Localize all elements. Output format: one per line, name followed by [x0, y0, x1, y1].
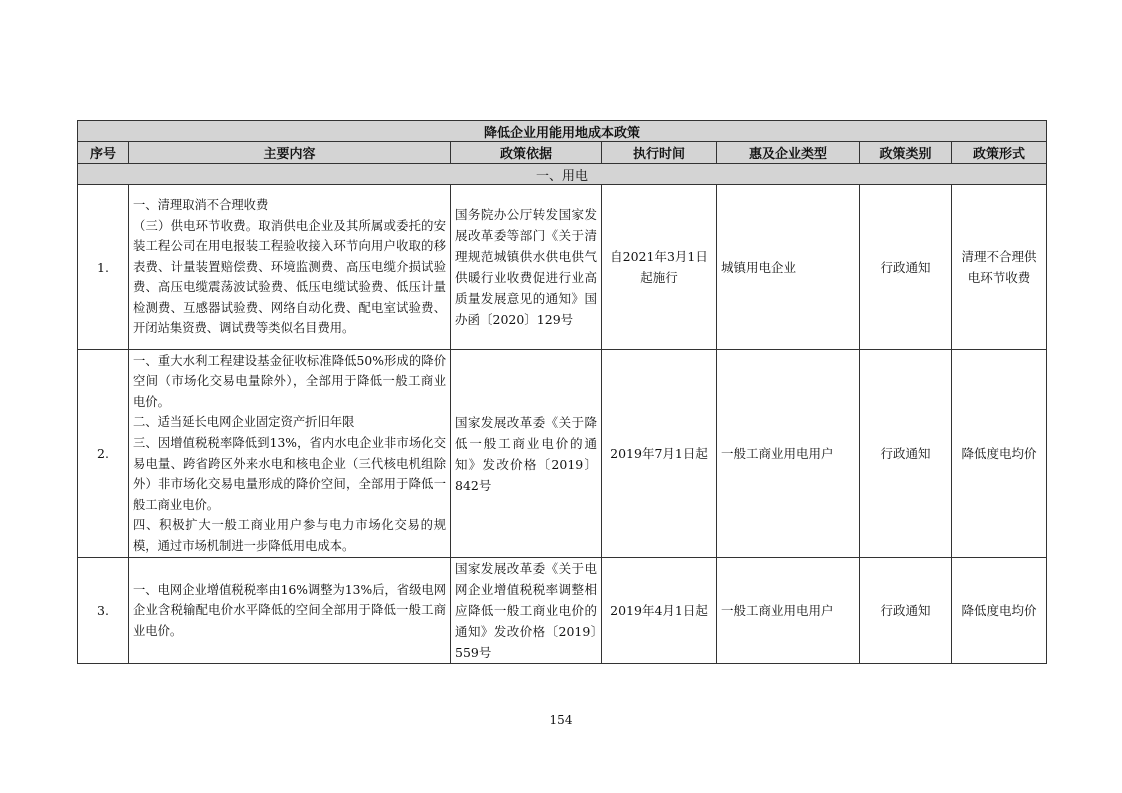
row-enterprise-type: 一般工商业用电用户	[717, 558, 860, 664]
content-line: 四、积极扩大一般工商业用户参与电力市场化交易的规模，通过市场机制进一步降低用电成本。	[133, 518, 446, 553]
row-form: 清理不合理供电环节收费	[952, 185, 1047, 350]
row-content	[129, 558, 451, 664]
table-title: 降低企业用能用地成本政策	[78, 121, 1047, 142]
content-line: 一、电网企业增值税税率由16%调整为13%后，省级电网企业含税输配电价水平降低的空间全部用于降低一般工商业电价。	[133, 582, 446, 638]
header-enterprise-type: 惠及企业类型	[717, 142, 860, 164]
row-content	[129, 185, 451, 350]
table-row	[78, 185, 1047, 350]
header-content: 主要内容	[129, 142, 451, 164]
header-seq: 序号	[78, 142, 129, 164]
row-basis: 国家发展改革委《关于降低一般工商业电价的通知》发改价格〔2019〕842号	[451, 350, 602, 558]
content-line: 一、清理取消不合理收费	[133, 197, 269, 212]
row-time: 自2021年3月1日起施行	[602, 185, 717, 350]
row-number: 3.	[78, 558, 129, 664]
table-title-row	[78, 121, 1047, 142]
header-category: 政策类别	[860, 142, 952, 164]
row-basis: 国家发展改革委《关于电网企业增值税税率调整相应降低一般工商业电价的通知》发改价格〔2019〕559号	[451, 558, 602, 664]
section-row	[78, 164, 1047, 185]
content-line: 二、适当延长电网企业固定资产折旧年限	[133, 415, 355, 430]
row-enterprise-type: 一般工商业用电用户	[717, 350, 860, 558]
table-row	[78, 558, 1047, 664]
header-basis: 政策依据	[451, 142, 602, 164]
policy-table	[77, 120, 1047, 664]
header-form: 政策形式	[952, 142, 1047, 164]
row-enterprise-type: 城镇用电企业	[717, 185, 860, 350]
row-category: 行政通知	[860, 185, 952, 350]
row-time: 2019年7月1日起	[602, 350, 717, 558]
table-header-row	[78, 142, 1047, 164]
row-content	[129, 350, 451, 558]
table-row	[78, 350, 1047, 558]
row-category: 行政通知	[860, 558, 952, 664]
row-number: 1.	[78, 185, 129, 350]
row-form: 降低度电均价	[952, 558, 1047, 664]
row-basis: 国务院办公厅转发国家发展改革委等部门《关于清理规范城镇供水供电供气供暖行业收费促进行业高质量发展意见的通知》国办函〔2020〕129号	[451, 185, 602, 350]
content-line: 三、因增值税税率降低到13%，省内水电企业非市场化交易电量、跨省跨区外来水电和核电企业（三代核电机组除外）非市场化交易电量形成的降价空间，全部用于降低一般工商业电价。	[133, 435, 446, 512]
header-time: 执行时间	[602, 142, 717, 164]
row-time: 2019年4月1日起	[602, 558, 717, 664]
page-number: 154	[549, 713, 573, 727]
row-category: 行政通知	[860, 350, 952, 558]
row-form: 降低度电均价	[952, 350, 1047, 558]
section-title: 一、用电	[78, 164, 1047, 185]
row-number: 2.	[78, 350, 129, 558]
content-line: 一、重大水利工程建设基金征收标准降低50%形成的降价空间（市场化交易电量除外），全部用于降低一般工商业电价。	[133, 353, 446, 409]
content-line: （三）供电环节收费。取消供电企业及其所属或委托的安装工程公司在用电报装工程验收接入环节向用户收取的移表费、计量装置赔偿费、环境监测费、高压电缆介损试验费、高压电缆震荡波试验费、低压电缆试验费、低压计量检测费、互感器试验费、网络自动化费、配电室试验费、开闭站集资费、调试费等类似名目费用。	[133, 218, 446, 336]
